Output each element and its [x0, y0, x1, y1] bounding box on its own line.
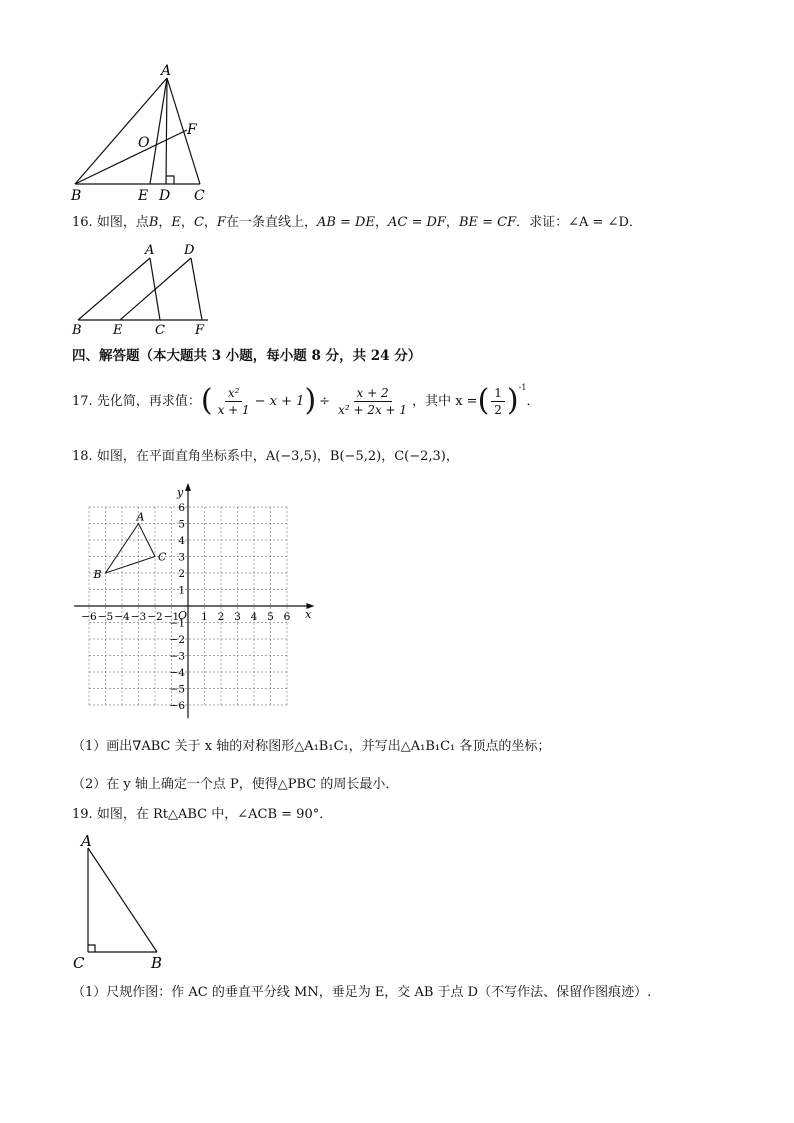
question-18: 18. 如图，在平面直角坐标系中，A(−3,5)，B(−5,2)，C(−2,3)， [72, 449, 459, 464]
label-D: D [159, 188, 171, 204]
figure-triangle-abc-altitude [60, 58, 220, 204]
y-tick-label: −1 [169, 617, 185, 630]
label-D: D [184, 243, 195, 258]
label-B: B [72, 323, 82, 336]
figure-right-triangle [70, 830, 180, 975]
y-tick-label: 2 [178, 568, 185, 580]
figure-q16 [68, 238, 218, 336]
y-axis-label: y [177, 485, 184, 499]
question-18-part-2: （2）在 y 轴上确定一个点 P，使得△PBC 的周长最小． [72, 777, 399, 792]
fraction-1: $\frac{\text{x²}}{x + 1}$ [217, 385, 250, 417]
question-16: 16. 如图，点B，E，C，F在一条直线上，AB = DE，AC = DF，BE = CF．求证：∠A = ∠D． [72, 215, 642, 230]
x-tick-label: 5 [267, 611, 274, 623]
y-tick-label: −3 [169, 650, 185, 663]
label-E: E [113, 323, 123, 336]
question-19-part-1: （1）尺规作图：作 AC 的垂直平分线 MN，垂足为 E，交 AB 于点 D（不写作法、保留作图痕迹）. [72, 985, 652, 1000]
x-tick-label: −5 [97, 611, 114, 623]
x-tick-label: −4 [114, 611, 130, 623]
section-heading: 四、解答题（本大题共 3 小题，每小题 8 分，共 24 分） [72, 348, 422, 364]
y-tick-label: −2 [169, 634, 185, 646]
x-tick-label: 6 [283, 611, 291, 623]
y-tick-label: 6 [178, 502, 185, 514]
coordinate-grid [68, 482, 318, 720]
y-tick-label: −5 [169, 683, 185, 696]
y-tick-label: 4 [178, 535, 185, 547]
triangle-abc [106, 524, 156, 574]
origin-label: O [178, 609, 188, 622]
x-axis-label: x [305, 608, 312, 621]
question-19: 19. 如图，在 Rt△ABC 中，∠ACB = 90°． [72, 807, 333, 822]
label-A: A [81, 832, 92, 850]
label-C: C [194, 188, 205, 204]
x-tick-label: −2 [147, 611, 163, 623]
point-a-label: A [136, 510, 145, 524]
label-B: B [151, 954, 163, 972]
x-tick-label: 1 [201, 611, 208, 623]
point-c-label: C [158, 550, 167, 564]
y-tick-label: −4 [169, 667, 185, 679]
label-C: C [73, 954, 85, 972]
question-17: 17. 先化简，再求值： ( $\frac{\text{x²}}{x + 1}$ − x + 1 ) ÷ $\frac{x + 2}{\text{x² + 2x + 1}}$ ，其中 x = ( $\frac{1}{2}$ ) -1 ． [72, 383, 540, 418]
fraction-2: $\frac{x + 2}{\text{x² + 2x + 1}}$ [338, 385, 408, 417]
label-O: O [138, 135, 150, 151]
fraction-half: $\frac{1}{2}$ [491, 387, 505, 416]
y-tick-label: 1 [178, 584, 185, 597]
label-C: C [155, 323, 165, 336]
x-tick-label: −6 [81, 611, 97, 623]
x-tick-label: 3 [234, 611, 241, 623]
y-axis-arrow [185, 483, 191, 491]
x-tick-label: 2 [217, 611, 225, 623]
x-tick-label: 4 [250, 611, 258, 623]
label-A: A [145, 243, 155, 258]
label-A: A [161, 63, 172, 79]
point-b-label: B [93, 568, 102, 581]
label-B: B [71, 188, 82, 204]
label-F: F [195, 323, 205, 336]
x-tick-label: −3 [130, 611, 147, 623]
question-18-part-1: （1）画出∇ABC 关于 x 轴的对称图形△A₁B₁C₁，并写出△A₁B₁C₁ 各顶点的坐标； [72, 739, 551, 754]
y-tick-label: 5 [178, 518, 185, 531]
y-tick-label: 3 [178, 551, 185, 564]
y-tick-label: −6 [169, 700, 185, 712]
x-tick-label: −1 [163, 611, 180, 623]
label-F: F [187, 122, 197, 138]
label-E: E [138, 188, 149, 204]
